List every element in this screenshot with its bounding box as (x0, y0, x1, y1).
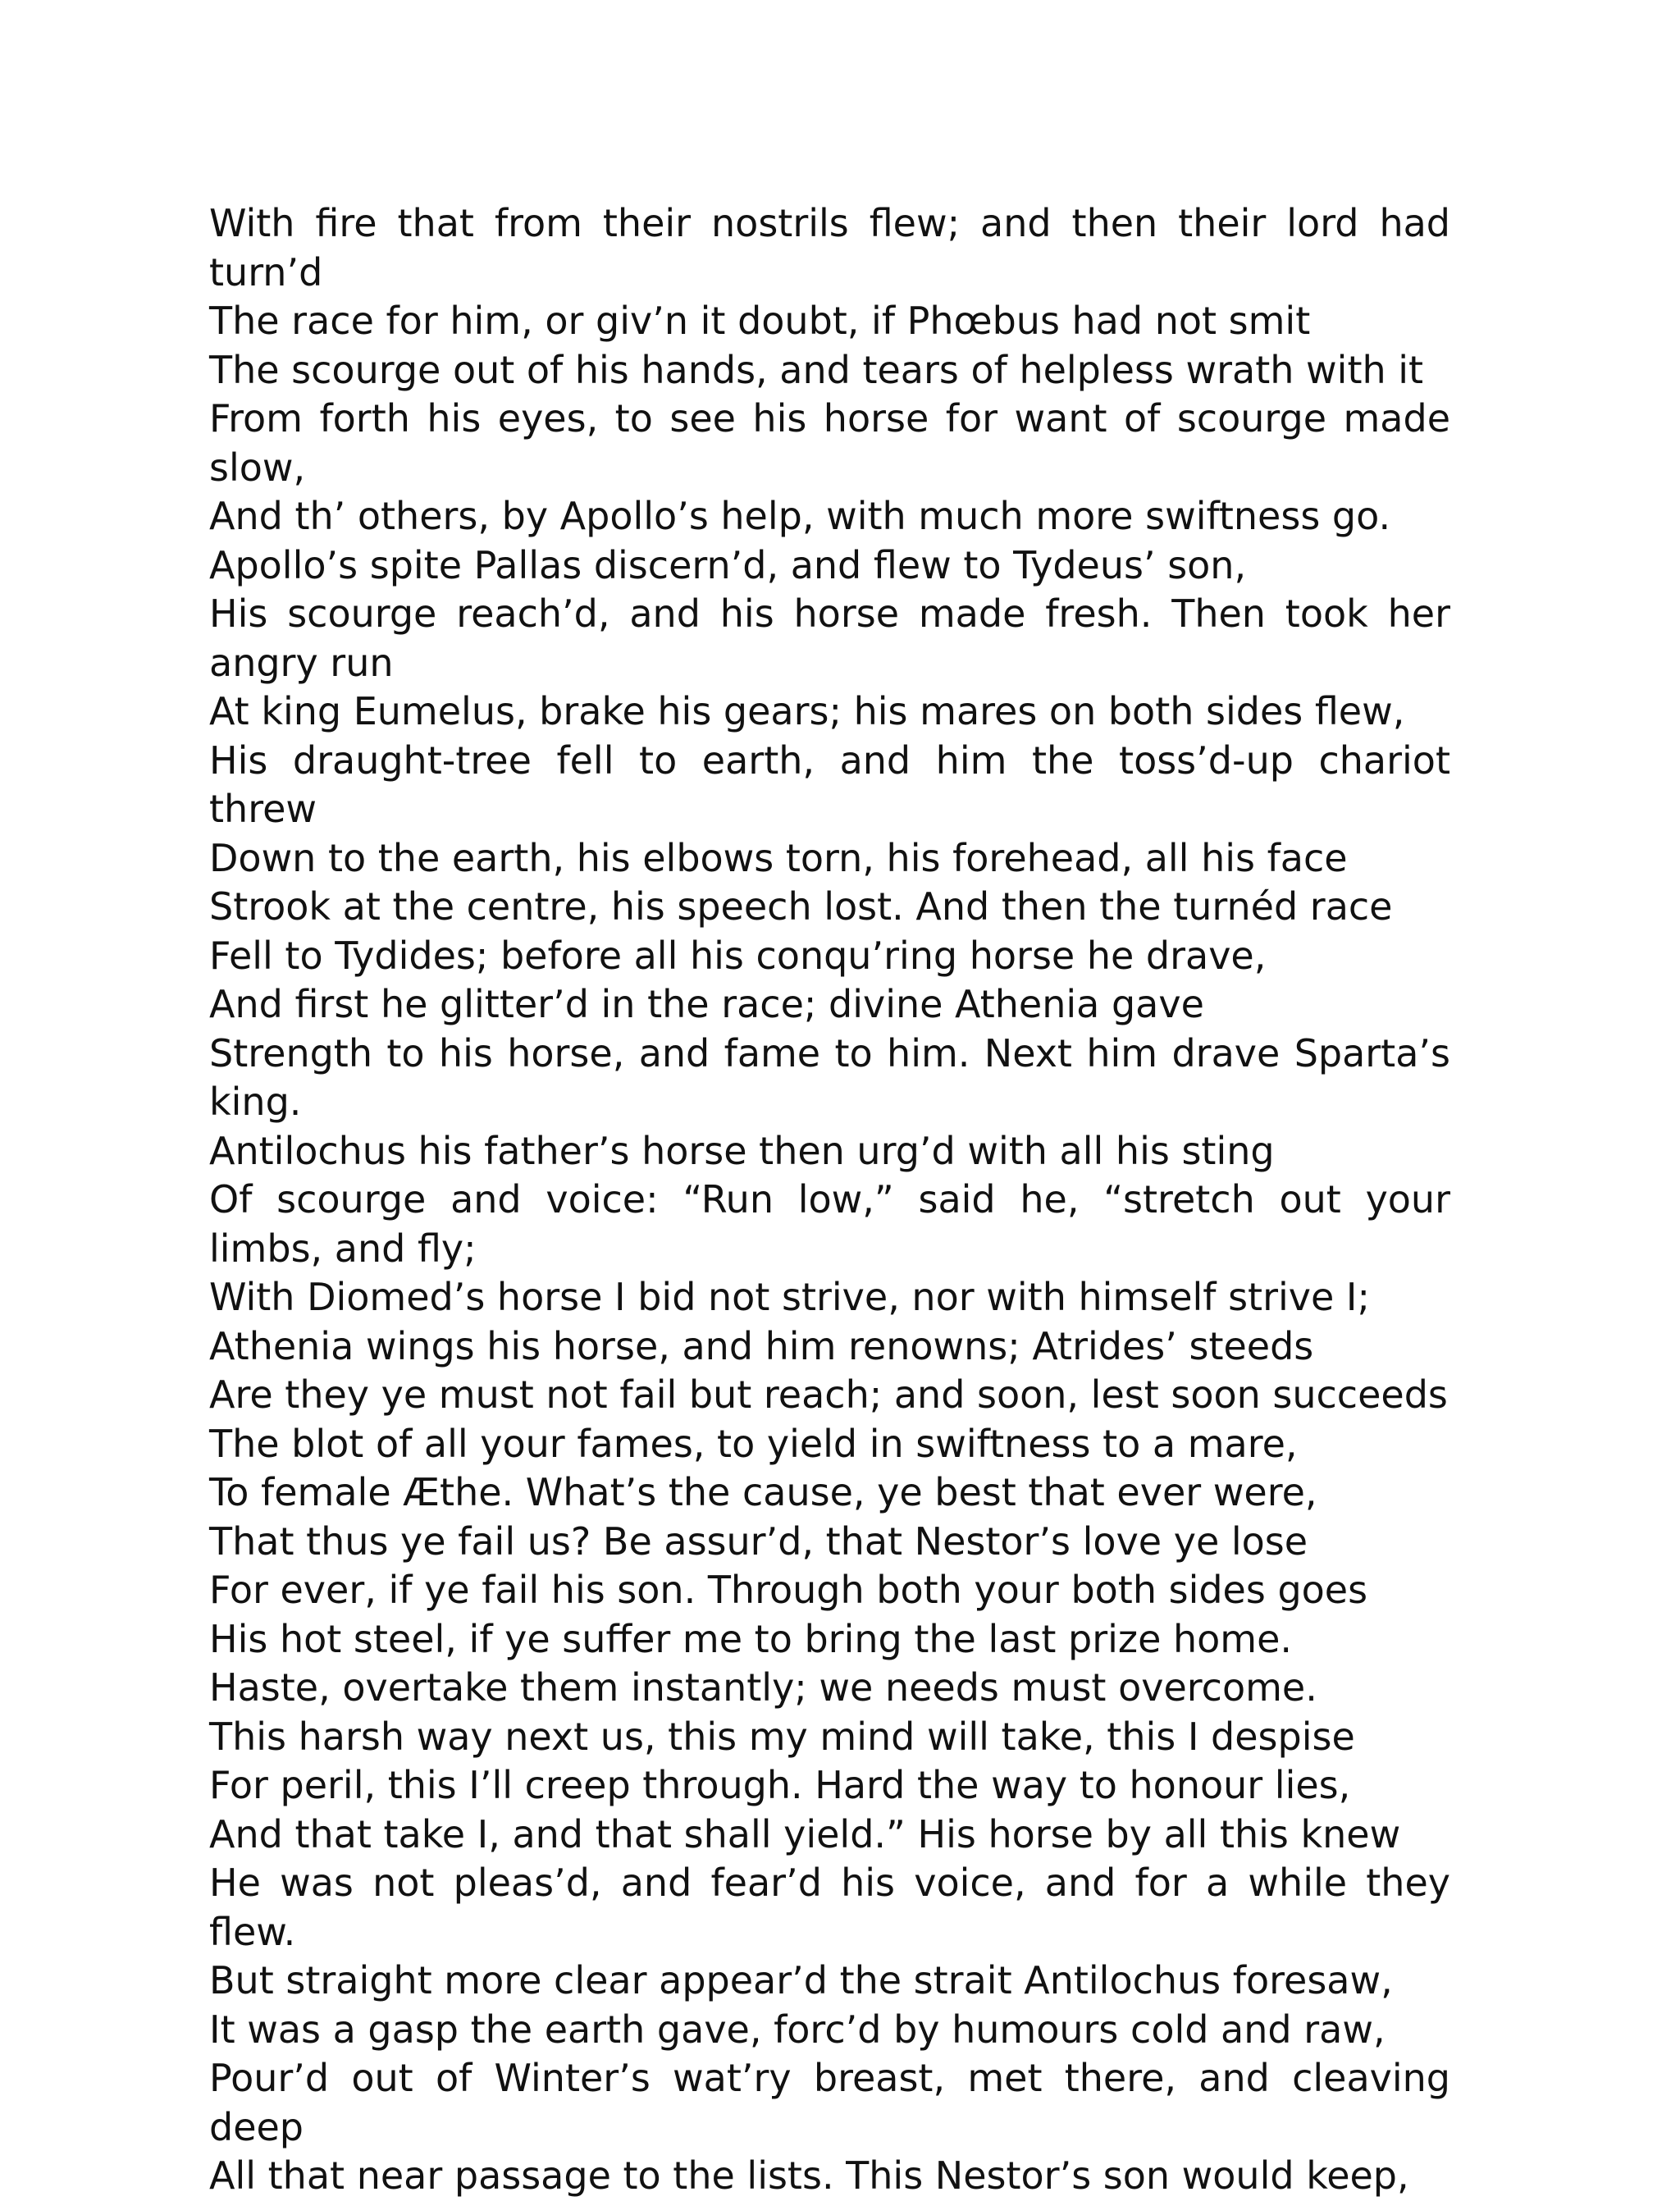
verse-line: To female Æthe. What’s the cause, ye best that ever were, (209, 1470, 1317, 1514)
verse-line: Are they ye must not fail but reach; and soon, lest soon succeeds (209, 1372, 1448, 1417)
verse-line: For peril, this I’ll creep through. Hard the way to honour lies, (209, 1763, 1351, 1807)
verse-line: His draught-tree fell to earth, and him the toss’d-up chariot threw (209, 737, 1450, 831)
verse-line: This harsh way next us, this my mind will take, this I despise (209, 1714, 1355, 1759)
verse-line: That thus ye fail us? Be assur’d, that Nestor’s love ye lose (209, 1518, 1308, 1564)
verse-line: And th’ others, by Apollo’s help, with much more swiftness go. (209, 494, 1391, 538)
verse-line: Strook at the centre, his speech lost. And then the turnéd race (209, 884, 1393, 929)
verse-line: Apollo’s spite Pallas discern’d, and flew to Tydeus’ son, (209, 542, 1247, 587)
verse-line: And first he glitter’d in the race; divine Athenia gave (209, 982, 1204, 1026)
verse-line: For ever, if ye fail his son. Through both your both sides goes (209, 1568, 1368, 1612)
verse-line: Strength to his horse, and fame to him. Next him drave Sparta’s king. (209, 1030, 1450, 1124)
verse-line: With fire that from their nostrils flew; and then their lord had turn’d (209, 201, 1450, 295)
verse-line: And that take I, and that shall yield.” His horse by all this knew (209, 1811, 1401, 1856)
verse-line: He was not pleas’d, and fear’d his voice, and for a while they flew. (209, 1861, 1450, 1954)
verse-line: It was a gasp the earth gave, forc’d by humours cold and raw, (209, 2007, 1386, 2052)
verse-line: Athenia wings his horse, and him renowns; Atrides’ steeds (209, 1323, 1314, 1368)
poem-text (209, 199, 1450, 2201)
verse-line: From forth his eyes, to see his horse for want of scourge made slow, (209, 396, 1450, 490)
verse-line: With Diomed’s horse I bid not strive, nor with himself strive I; (209, 1275, 1370, 1319)
verse-line: His scourge reach’d, and his horse made fresh. Then took her angry run (209, 591, 1450, 685)
verse-line: Antilochus his father’s horse then urg’d with all his sting (209, 1128, 1275, 1173)
verse-line: His hot steel, if ye suffer me to bring the last prize home. (209, 1616, 1293, 1661)
verse-line: Down to the earth, his elbows torn, his forehead, all his face (209, 835, 1348, 880)
verse-line: Pour’d out of Winter’s wat’ry breast, met there, and cleaving deep (209, 2056, 1450, 2149)
verse-line: Of scourge and voice: “Run low,” said he, “stretch out your limbs, and fly; (209, 1177, 1450, 1271)
verse-line: All that near passage to the lists. This Nestor’s son would keep, (209, 2153, 1409, 2198)
verse-line: The race for him, or giv’n it doubt, if Phœbus had not smit (209, 299, 1311, 343)
verse-line: But straight more clear appear’d the strait Antilochus foresaw, (209, 1958, 1393, 2002)
verse-line: Haste, overtake them instantly; we needs must overcome. (209, 1665, 1317, 1710)
verse-line: Fell to Tydides; before all his conqu’ring horse he drave, (209, 933, 1267, 978)
verse-line: The scourge out of his hands, and tears of helpless wrath with it (209, 347, 1424, 392)
verse-line: The blot of all your fames, to yield in swiftness to a mare, (209, 1421, 1298, 1466)
verse-line: At king Eumelus, brake his gears; his mares on both sides flew, (209, 689, 1405, 733)
